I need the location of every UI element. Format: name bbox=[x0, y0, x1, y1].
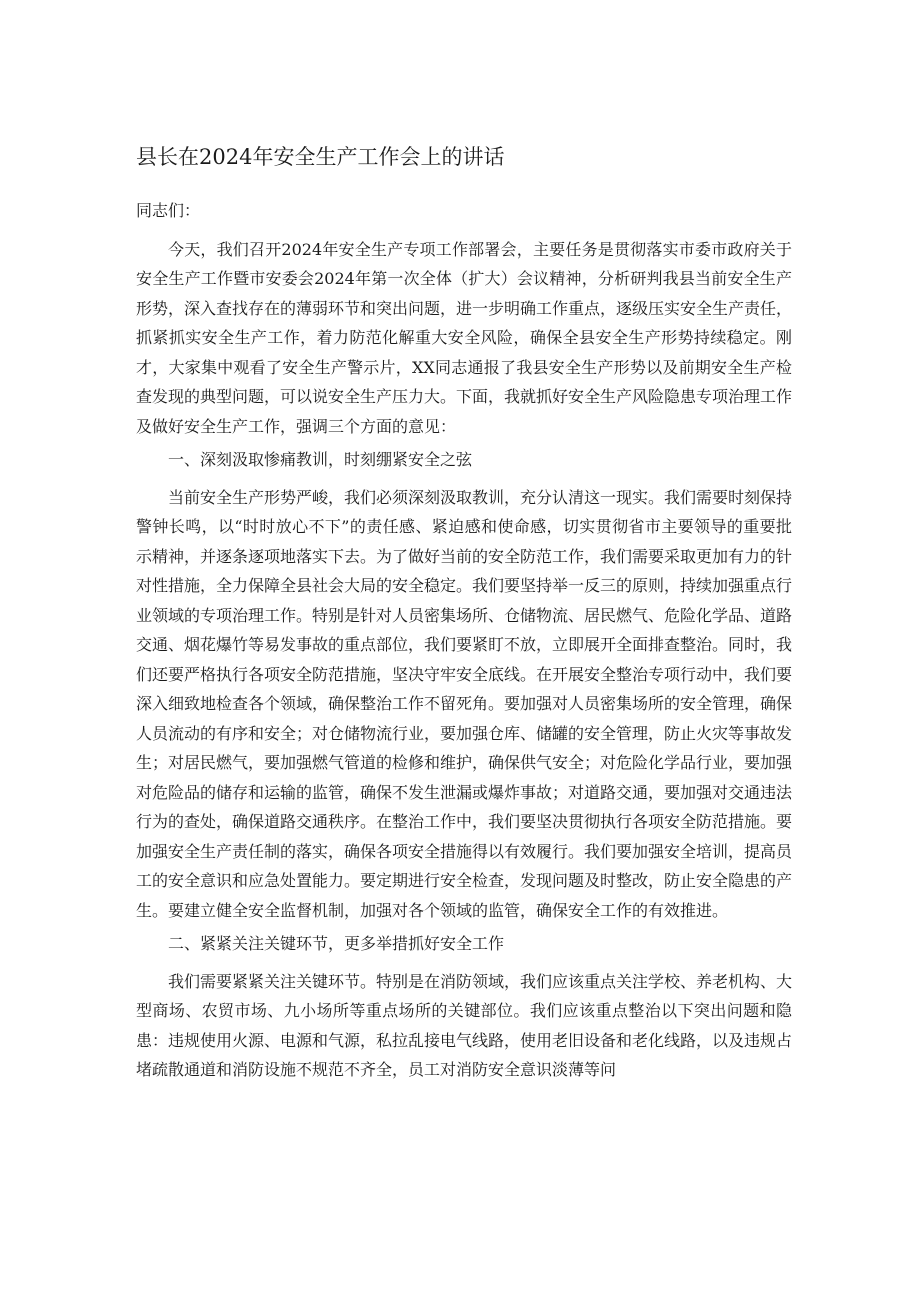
section-2-paragraph: 我们需要紧紧关注关键环节。特别是在消防领域，我们应该重点关注学校、养老机构、大型商场、农贸市场、九小场所等重点场所的关键部位。我们应该重点整治以下突出问题和隐患：违规使用火源、电源和气源，私拉乱接电气线路，使用老旧设备和老化线路，以及违规占堵疏散通道和消防设施不规范不齐全，员工对消防安全意识淡薄等问 bbox=[136, 971, 793, 1079]
section-2-heading: 二、紧紧关注关键环节，更多举措抓好安全工作 bbox=[168, 934, 505, 953]
section-1-paragraph: 当前安全生产形势严峻，我们必须深刻汲取教训，充分认清这一现实。我们需要时刻保持警钟长鸣，以“时时放心不下”的责任感、紧迫感和使命感，切实贯彻省市主要领导的重要批示精神，并逐条逐项地落实下去。为了做好当前的安全防范工作，我们需要采取更加有力的针对性措施，全力保障全县社会大局的安全稳定。我们要坚持举一反三的原则，持续加强重点行业领域的专项治理工作。特别是针对人员密集场所、仓储物流、居民燃气、危险化学品、道路交通、烟花爆竹等易发事故的重点部位，我们要紧盯不放，立即展开全面排查整治。同时，我们还要严格执行各项安全防范措施，坚决守牢安全底线。在开展安全整治专项行动中，我们要深入细致地检查各个领域，确保整治工作不留死角。要加强对人员密集场所的安全管理，确保人员流动的有序和安全；对仓储物流行业，要加强仓库、储罐的安全管理，防止火灾等事故发生；对居民燃气，要加强燃气管道的检修和维护，确保供气安全；对危险化学品行业，要加强对危险品的储存和运输的监管，确保不发生泄漏或爆炸事故；对道路交通，要加强对交通违法行为的查处，确保道路交通秩序。在整治工作中，我们要坚决贯彻执行各项安全防范措施。要加强安全生产责任制的落实，确保各项安全措施得以有效履行。我们要加强安全培训，提高员工的安全意识和应急处置能力。要定期进行安全检查，发现问题及时整改，防止安全隐患的产生。要建立健全安全监督机制，加强对各个领域的监管，确保安全工作的有效推进。 bbox=[136, 487, 793, 920]
document-title: 县长在2024年安全生产工作会上的讲话 bbox=[136, 145, 505, 169]
document-page bbox=[136, 128, 792, 1089]
salutation: 同志们： bbox=[136, 201, 201, 220]
intro-paragraph: 今天，我们召开2024年安全生产专项工作部署会，主要任务是贯彻落实市委市政府关于安全生产工作暨市安委会2024年第一次全体（扩大）会议精神，分析研判我县当前安全生产形势，深入查找存在的薄弱环节和突出问题，进一步明确工作重点，逐级压实安全生产责任，抓紧抓实安全生产工作，着力防范化解重大安全风险，确保全县安全生产形势持续稳定。刚才，大家集中观看了安全生产警示片，XX同志通报了我县安全生产形势以及前期安全生产检查发现的典型问题，可以说安全生产压力大。下面，我就抓好安全生产风险隐患专项治理工作及做好安全生产工作，强调三个方面的意见： bbox=[136, 239, 793, 436]
section-1-heading: 一、深刻汲取惨痛教训，时刻绷紧安全之弦 bbox=[168, 450, 473, 469]
